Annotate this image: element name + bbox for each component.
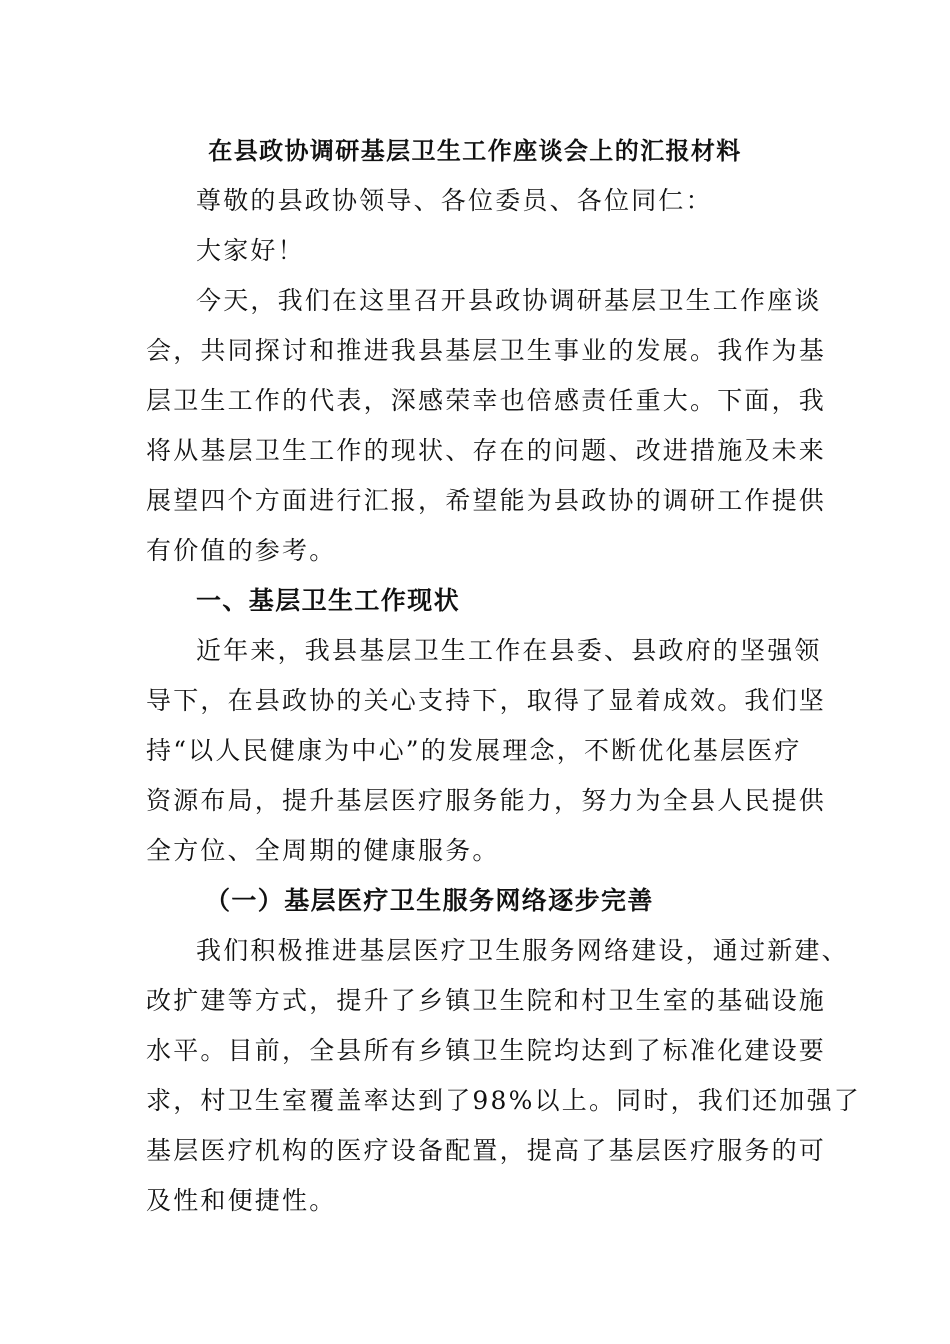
document-title: 在县政协调研基层卫生工作座谈会上的汇报材料	[208, 136, 742, 165]
paragraph-line: 水平。目前，全县所有乡镇卫生院均达到了标准化建设要	[146, 1036, 827, 1065]
paragraph-line: 导下，在县政协的关心支持下，取得了显着成效。我们坚	[146, 686, 827, 715]
subsection-heading: （一）基层医疗卫生服务网络逐步完善	[205, 886, 654, 915]
paragraph-line: 基层医疗机构的医疗设备配置，提高了基层医疗服务的可	[146, 1136, 827, 1165]
paragraph-line: 层卫生工作的代表，深感荣幸也倍感责任重大。下面，我	[146, 386, 827, 415]
paragraph-line: 资源布局，提升基层医疗服务能力，努力为全县人民提供	[146, 786, 827, 815]
paragraph-line: 展望四个方面进行汇报，希望能为县政协的调研工作提供	[146, 486, 827, 515]
paragraph-line: 我们积极推进基层医疗卫生服务网络建设，通过新建、	[196, 936, 849, 965]
paragraph-line: 及性和便捷性。	[146, 1186, 337, 1215]
paragraph-line: 改扩建等方式，提升了乡镇卫生院和村卫生室的基础设施	[146, 986, 827, 1015]
greeting: 大家好！	[196, 236, 305, 265]
section-heading: 一、基层卫生工作现状	[196, 586, 461, 615]
paragraph-line: 有价值的参考。	[146, 536, 337, 565]
paragraph-line: 今天，我们在这里召开县政协调研基层卫生工作座谈	[196, 286, 822, 315]
paragraph-line: 将从基层卫生工作的现状、存在的问题、改进措施及未来	[146, 436, 827, 465]
paragraph-line: 全方位、全周期的健康服务。	[146, 836, 500, 865]
paragraph-line: 求，村卫生室覆盖率达到了98%以上。同时，我们还加强了	[146, 1086, 861, 1115]
paragraph-line: 近年来，我县基层卫生工作在县委、县政府的坚强领	[196, 636, 822, 665]
salutation: 尊敬的县政协领导、各位委员、各位同仁：	[196, 186, 713, 215]
paragraph-line: 会，共同探讨和推进我县基层卫生事业的发展。我作为基	[146, 336, 827, 365]
paragraph-line: 持“以人民健康为中心”的发展理念，不断优化基层医疗	[146, 736, 802, 765]
